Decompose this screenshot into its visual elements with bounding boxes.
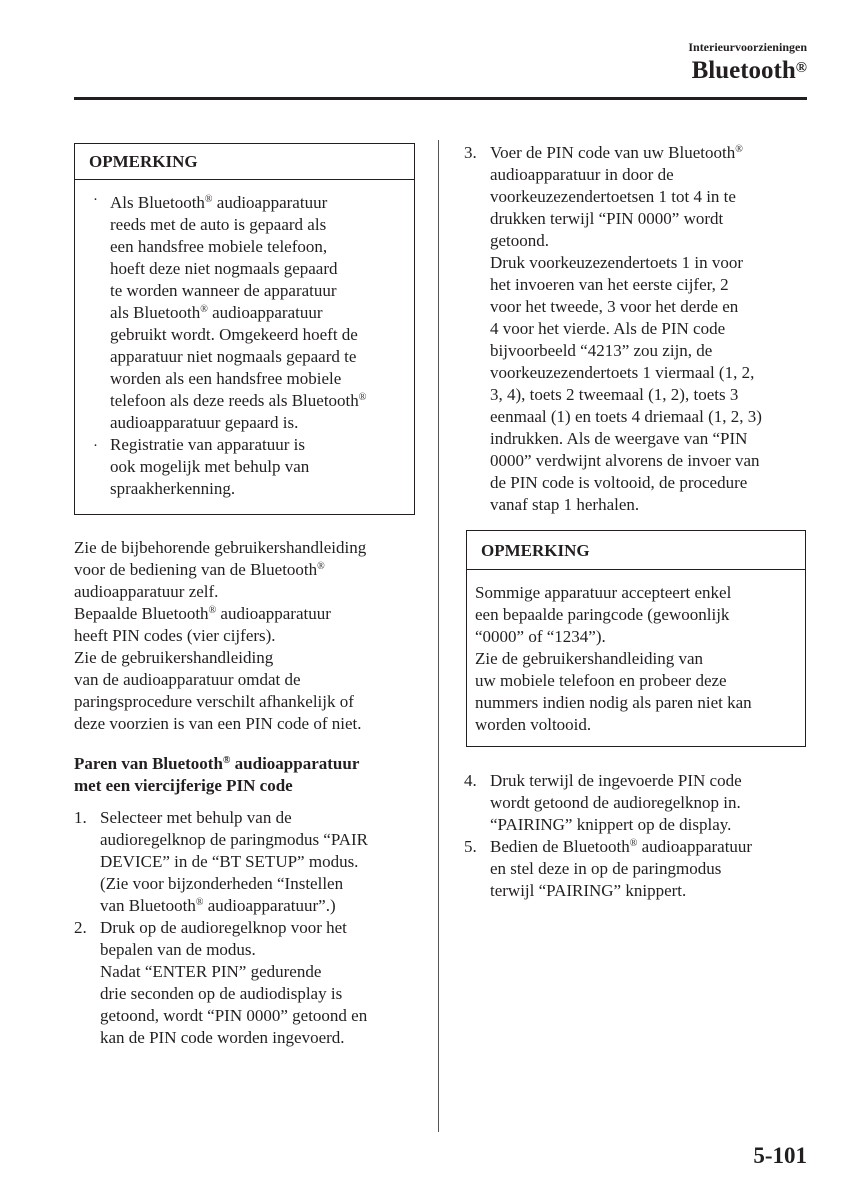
text-line: met een viercijferige PIN code (74, 776, 293, 795)
text-line: Sommige apparatuur accepteert enkel (475, 583, 732, 602)
text-line: een handsfree mobiele telefoon, (110, 237, 328, 256)
section-subheading (74, 753, 359, 797)
text-line: een bepaalde paringcode (gewoonlijk (475, 605, 730, 624)
text-line: eenmaal (1) en toets 4 driemaal (1, 2, 3) (490, 407, 762, 426)
steps-list-left (74, 807, 419, 1049)
bullet-marker: · (93, 192, 98, 208)
text-line: Druk terwijl de ingevoerde PIN code (490, 771, 742, 790)
text-line: heeft PIN codes (vier cijfers). (74, 626, 276, 645)
registered-mark: ® (208, 605, 217, 616)
text-line: voorkeuzezendertoetsen 1 tot 4 in te (490, 187, 736, 206)
column-divider (438, 140, 439, 1132)
text-line: Paren van Bluetooth® audioapparatuur (74, 754, 360, 773)
text-line: nummers indien nodig als paren niet kan (475, 693, 752, 712)
registered-mark: ® (204, 194, 213, 205)
text-line: reeds met de auto is gepaard als (110, 215, 327, 234)
text-line: voor de bediening van de Bluetooth® (74, 560, 325, 579)
step-text (74, 807, 419, 917)
registered-mark: ® (795, 60, 807, 76)
text-line: Druk voorkeuzezendertoets 1 in voor (490, 253, 744, 272)
registered-mark: ® (629, 838, 638, 849)
text-line: Selecteer met behulp van de (100, 808, 292, 827)
text-line: worden als een handsfree mobiele (110, 369, 342, 388)
text-line: 3, 4), toets 2 tweemaal (1, 2), toets 3 (490, 385, 739, 404)
page-title (692, 55, 807, 87)
text-line: “PAIRING” knippert op de display. (490, 815, 732, 834)
registered-mark: ® (200, 304, 208, 315)
bullet-marker: · (93, 438, 98, 454)
text-line: telefoon als deze reeds als Bluetooth® (110, 391, 367, 410)
text-line: Bepaalde Bluetooth® audioapparatuur (74, 604, 331, 623)
text-line: hoeft deze niet nogmaals gepaard (110, 259, 338, 278)
text-line: van de audioapparatuur omdat de (74, 670, 301, 689)
text-line: ook mogelijk met behulp van (110, 457, 310, 476)
text-line: Zie de bijbehorende gebruikershandleiding (74, 538, 367, 557)
note-bullet-2 (75, 434, 414, 500)
step-item-2 (74, 917, 419, 1049)
text-line: drukken terwijl “PIN 0000” wordt (490, 209, 724, 228)
text-line: Zie de gebruikershandleiding (74, 648, 274, 667)
text-line: Zie de gebruikershandleiding van (475, 649, 704, 668)
step-item-4 (464, 770, 809, 836)
page-number: 5-101 (753, 1143, 807, 1168)
text-line: wordt getoond de audioregelknop in. (490, 793, 741, 812)
text-line: Bedien de Bluetooth® audioapparatuur (490, 837, 753, 856)
text-line: vanaf stap 1 herhalen. (490, 495, 640, 514)
text-line: paringsprocedure verschilt afhankelijk of (74, 692, 354, 711)
page-title-text: Bluetooth (691, 57, 796, 84)
text-line: audioapparatuur gepaard is. (110, 413, 299, 432)
registered-mark: ® (735, 144, 743, 155)
step-number: 3. (464, 143, 477, 162)
text-line: terwijl “PAIRING” knippert. (490, 881, 687, 900)
note-body (467, 570, 805, 736)
text-line: van Bluetooth® audioapparatuur”.) (100, 896, 336, 915)
registered-mark: ® (195, 897, 204, 908)
text-line: apparatuur niet nogmaals gepaard te (110, 347, 357, 366)
text-line: indrukken. Als de weergave van “PIN (490, 429, 748, 448)
text-line: als Bluetooth® audioapparatuur (110, 303, 323, 322)
registered-mark: ® (358, 392, 367, 403)
text-line: en stel deze in op de paringmodus (490, 859, 722, 878)
text-line: getoond, wordt “PIN 0000” getoond en (100, 1006, 368, 1025)
text-line: worden voltooid. (475, 715, 592, 734)
text-line: bijvoorbeeld “4213” zou zijn, de (490, 341, 713, 360)
text-line: Voer de PIN code van uw Bluetooth® (490, 143, 743, 162)
note-box-left (74, 143, 415, 515)
text-line: spraakherkenning. (110, 479, 236, 498)
text-line: (Zie voor bijzonderheden “Instellen (100, 874, 344, 893)
step-item-1 (74, 807, 419, 917)
text-line: te worden wanneer de apparatuur (110, 281, 337, 300)
step-text (464, 836, 809, 902)
text-line: audioregelknop de paringmodus “PAIR (100, 830, 369, 849)
text-line: DEVICE” in de “BT SETUP” modus. (100, 852, 359, 871)
text-line: audioapparatuur in door de (490, 165, 674, 184)
note-bullet-1 (75, 180, 414, 434)
text-line: bepalen van de modus. (100, 940, 256, 959)
registered-mark: ® (317, 561, 325, 572)
text-line: Registratie van apparatuur is (110, 435, 305, 454)
note-heading: OPMERKING (75, 144, 414, 180)
step-number: 5. (464, 837, 477, 856)
text-line: deze voorzien is van een PIN code of niet. (74, 714, 362, 733)
text-line: voor het tweede, 3 voor het derde en (490, 297, 739, 316)
text-line: kan de PIN code worden ingevoerd. (100, 1028, 345, 1047)
text-line: “0000” of “1234”). (475, 627, 606, 646)
text-line: het invoeren van het eerste cijfer, 2 (490, 275, 729, 294)
step-text (464, 770, 809, 836)
text-line: Nadat “ENTER PIN” gedurende (100, 962, 322, 981)
registered-mark: ® (222, 755, 231, 766)
steps-list-right (464, 770, 809, 902)
intro-paragraph (74, 537, 366, 735)
step-number: 1. (74, 808, 87, 827)
step-number: 4. (464, 771, 477, 790)
text-line: audioapparatuur zelf. (74, 582, 219, 601)
header-rule (74, 97, 807, 100)
step-item-3 (464, 142, 809, 516)
step-item-5 (464, 836, 809, 902)
text-line: drie seconden op de audiodisplay is (100, 984, 343, 1003)
step-text (74, 917, 419, 1049)
header-section-label: Interieurvoorzieningen (688, 40, 807, 54)
text-line: gebruikt wordt. Omgekeerd hoeft de (110, 325, 358, 344)
text-line: 4 voor het vierde. Als de PIN code (490, 319, 726, 338)
step-text (464, 142, 809, 516)
text-line: getoond. (490, 231, 550, 250)
text-line: Als Bluetooth® audioapparatuur (110, 193, 328, 212)
text-line: de PIN code is voltooid, de procedure (490, 473, 748, 492)
step-number: 2. (74, 918, 87, 937)
note-body (75, 180, 414, 500)
text-line: uw mobiele telefoon en probeer deze (475, 671, 727, 690)
text-line: 0000” verdwijnt alvorens de invoer van (490, 451, 760, 470)
text-line: voorkeuzezendertoets 1 viermaal (1, 2, (490, 363, 755, 382)
text-line: Druk op de audioregelknop voor het (100, 918, 347, 937)
note-box-right (466, 530, 806, 747)
note-heading: OPMERKING (467, 531, 805, 570)
